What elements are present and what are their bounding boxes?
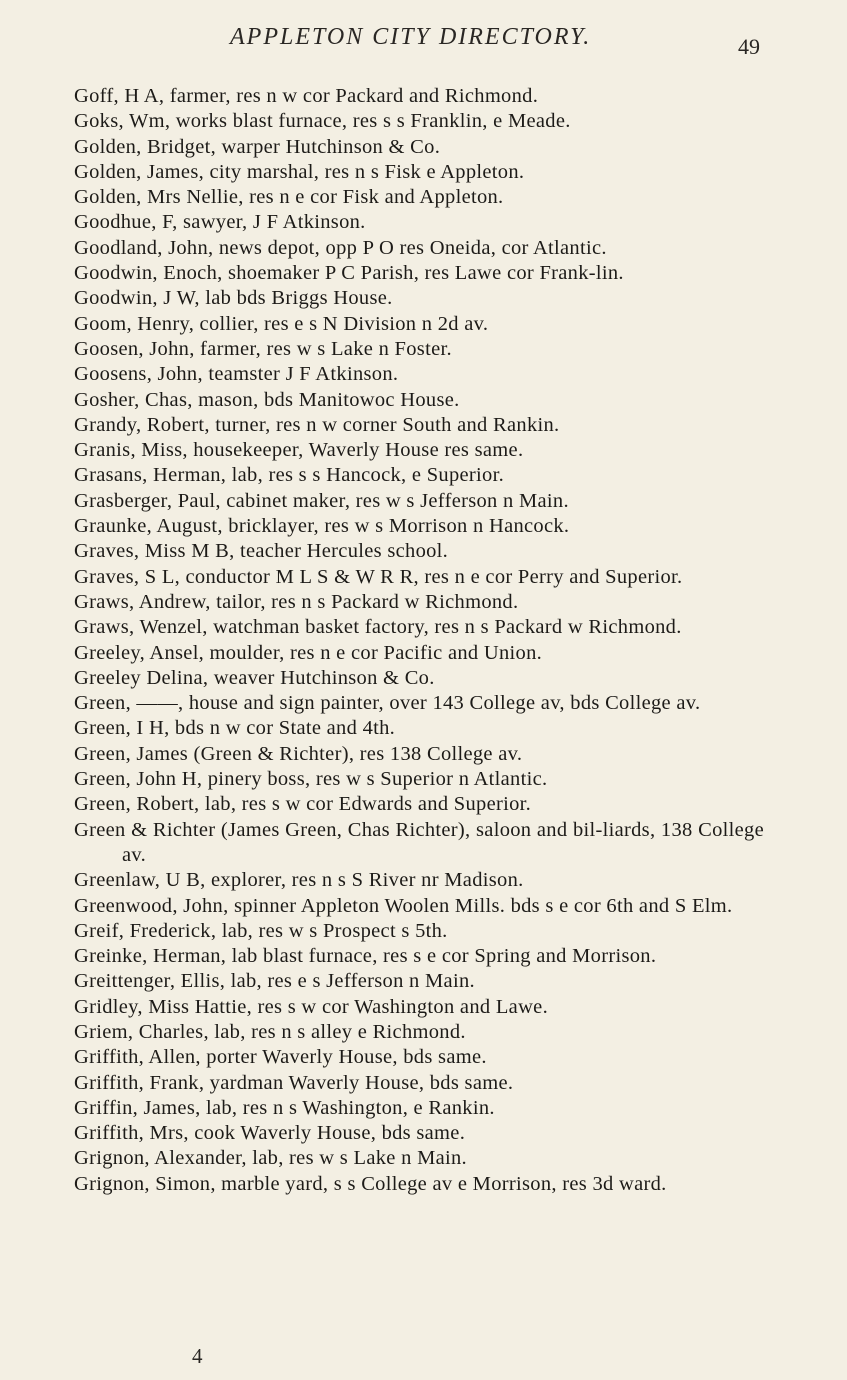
directory-entry: Greif, Frederick, lab, res w s Prospect s 5th. — [74, 919, 448, 942]
directory-entry: Golden, James, city marshal, res n s Fisk e Appleton. — [74, 160, 525, 183]
directory-entry: Green, Robert, lab, res s w cor Edwards and Superior. — [74, 793, 532, 816]
directory-entry: Green, I H, bds n w cor State and 4th. — [74, 717, 396, 740]
directory-entry: Goodwin, Enoch, shoemaker P C Parish, res Lawe cor Frank-lin. — [74, 262, 624, 285]
directory-entry: Gridley, Miss Hattie, res s w cor Washington and Lawe. — [74, 995, 548, 1018]
directory-entry: Griem, Charles, lab, res n s alley e Richmond. — [74, 1020, 466, 1043]
directory-entries — [74, 84, 764, 1197]
directory-entry: Greenlaw, U B, explorer, res n s S River nr Madison. — [74, 869, 524, 892]
directory-entry: Grasberger, Paul, cabinet maker, res w s Jefferson n Main. — [74, 489, 569, 512]
directory-entry: Greeley, Ansel, moulder, res n e cor Pacific and Union. — [74, 641, 543, 664]
directory-entry: Griffin, James, lab, res n s Washington, e Rankin. — [74, 1096, 495, 1119]
directory-entry: Grandy, Robert, turner, res n w corner South and Rankin. — [74, 413, 560, 436]
directory-entry: Golden, Bridget, warper Hutchinson & Co. — [74, 135, 441, 158]
directory-entry: Green, John H, pinery boss, res w s Superior n Atlantic. — [74, 768, 548, 791]
directory-entry: Gosher, Chas, mason, bds Manitowoc House. — [74, 388, 460, 411]
directory-entry: Graves, S L, conductor M L S & W R R, res n e cor Perry and Superior. — [74, 565, 683, 588]
directory-entry: Goom, Henry, collier, res e s N Division n 2d av. — [74, 312, 489, 335]
directory-entry: Grasans, Herman, lab, res s s Hancock, e Superior. — [74, 464, 505, 487]
directory-entry: Goosen, John, farmer, res w s Lake n Foster. — [74, 337, 452, 360]
directory-entry: Green & Richter (James Green, Chas Richter), saloon and bil-liards, 138 College av. — [74, 818, 764, 866]
directory-entry: Goff, H A, farmer, res n w cor Packard and Richmond. — [74, 85, 539, 107]
directory-entry: Granis, Miss, housekeeper, Waverly House res same. — [74, 439, 524, 462]
directory-entry: Graunke, August, bricklayer, res w s Morrison n Hancock. — [74, 515, 570, 538]
directory-entry: Graws, Andrew, tailor, res n s Packard w Richmond. — [74, 590, 519, 613]
directory-entry: Griffith, Mrs, cook Waverly House, bds same. — [74, 1122, 466, 1145]
directory-entry: Graws, Wenzel, watchman basket factory, res n s Packard w Richmond. — [74, 616, 682, 639]
directory-entry: Greittenger, Ellis, lab, res e s Jefferson n Main. — [74, 970, 475, 993]
directory-entry: Graves, Miss M B, teacher Hercules school. — [74, 540, 449, 563]
directory-entry: Griffith, Allen, porter Waverly House, bds same. — [74, 1046, 487, 1069]
directory-entry: Griffith, Frank, yardman Waverly House, bds same. — [74, 1071, 514, 1094]
directory-entry: Grignon, Alexander, lab, res w s Lake n Main. — [74, 1147, 467, 1170]
directory-entry: Green, James (Green & Richter), res 138 College av. — [74, 742, 523, 765]
directory-entry: Greenwood, John, spinner Appleton Woolen Mills. bds s e cor 6th and S Elm. — [74, 894, 733, 917]
directory-entry: Goodwin, J W, lab bds Briggs House. — [74, 287, 393, 310]
directory-entry: Green, ——, house and sign painter, over 143 College av, bds College av. — [74, 692, 701, 715]
directory-entry: Goodland, John, news depot, opp P O res Oneida, cor Atlantic. — [74, 236, 607, 259]
signature-mark: 4 — [192, 1344, 203, 1368]
directory-entry: Goosens, John, teamster J F Atkinson. — [74, 363, 399, 386]
directory-entry: Goks, Wm, works blast furnace, res s s Franklin, e Meade. — [74, 110, 571, 133]
running-head-title: APPLETON CITY DIRECTORY. — [230, 24, 592, 50]
directory-entry: Goodhue, F, sawyer, J F Atkinson. — [74, 211, 366, 234]
directory-entry: Grignon, Simon, marble yard, s s College av e Morrison, res 3d ward. — [74, 1172, 667, 1195]
page-number: 49 — [738, 34, 760, 59]
directory-entry: Golden, Mrs Nellie, res n e cor Fisk and Appleton. — [74, 186, 504, 209]
directory-entry: Greeley Delina, weaver Hutchinson & Co. — [74, 666, 435, 689]
directory-entry: Greinke, Herman, lab blast furnace, res s e cor Spring and Morrison. — [74, 945, 657, 968]
